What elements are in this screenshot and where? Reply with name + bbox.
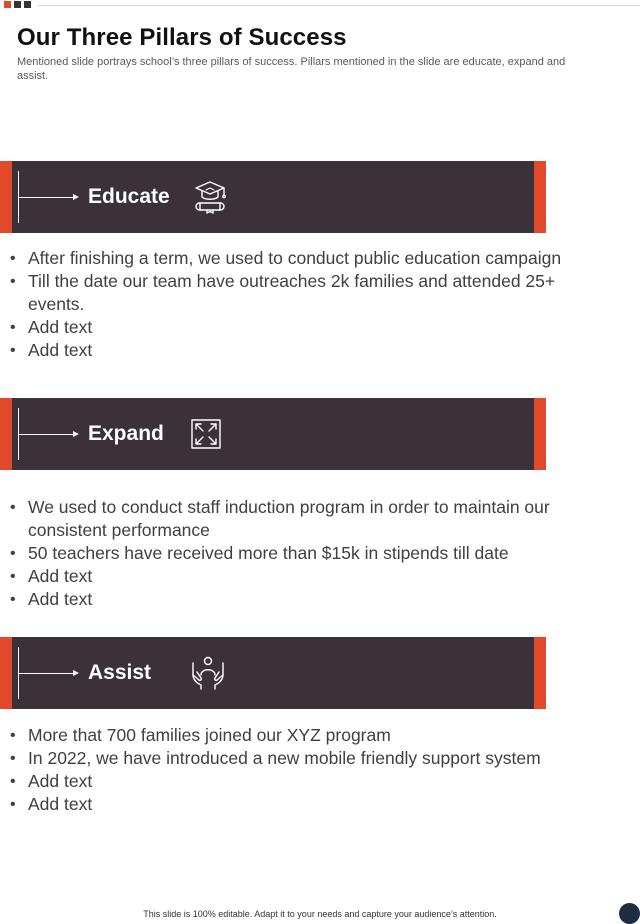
page-title: Our Three Pillars of Success (17, 24, 347, 51)
arrow-right-icon (19, 197, 77, 198)
footer-note: This slide is 100% editable. Adapt it to your needs and capture your audience’s attention. (143, 909, 497, 919)
expand-arrows-icon (188, 416, 224, 452)
list-item: • Add text (10, 339, 565, 362)
list-item: • More that 700 families joined our XYZ program (10, 724, 565, 747)
dark-square (24, 1, 31, 8)
arrow-right-icon (19, 673, 77, 674)
pillar-banner-assist (0, 637, 546, 709)
list-item: • Add text (10, 770, 565, 793)
banner-accent-left (0, 398, 12, 470)
pillar-title: Assist (88, 661, 152, 684)
pillar-banner-educate (0, 161, 546, 233)
list-item: • Add text (10, 565, 565, 588)
banner-accent-left (0, 161, 12, 233)
orange-square (4, 1, 11, 8)
list-item: • Add text (10, 793, 565, 816)
corner-squares (4, 1, 31, 8)
list-item: • Till the date our team have outreaches 2k families and attended 25+ events. (10, 270, 565, 316)
top-divider (38, 5, 640, 6)
banner-accent-right (534, 398, 546, 470)
helping-hands-person-icon (190, 655, 226, 691)
corner-circle (619, 903, 640, 924)
list-item: • After finishing a term, we used to conduct public education campaign (10, 247, 565, 270)
list-item: • We used to conduct staff induction program in order to maintain our consistent performance (10, 496, 565, 542)
graduation-cap-diploma-icon (192, 179, 228, 215)
list-item: • In 2022, we have introduced a new mobile friendly support system (10, 747, 565, 770)
list-item: • Add text (10, 316, 565, 339)
arrow-right-icon (19, 434, 77, 435)
pillar-banner-expand (0, 398, 546, 470)
pillar-bullets-assist (10, 724, 565, 816)
banner-accent-right (534, 637, 546, 709)
banner-accent-right (534, 161, 546, 233)
list-item: • Add text (10, 588, 565, 611)
pillar-title: Educate (88, 185, 170, 208)
page-subtitle: Mentioned slide portrays school’s three pillars of success. Pillars mentioned in the slide are educate, expand and assist. (17, 56, 566, 82)
dark-square (14, 1, 21, 8)
list-item: • 50 teachers have received more than $15k in stipends till date (10, 542, 565, 565)
pillar-title: Expand (88, 422, 164, 445)
pillar-bullets-expand (10, 496, 565, 611)
pillar-bullets-educate (10, 247, 565, 362)
banner-accent-left (0, 637, 12, 709)
